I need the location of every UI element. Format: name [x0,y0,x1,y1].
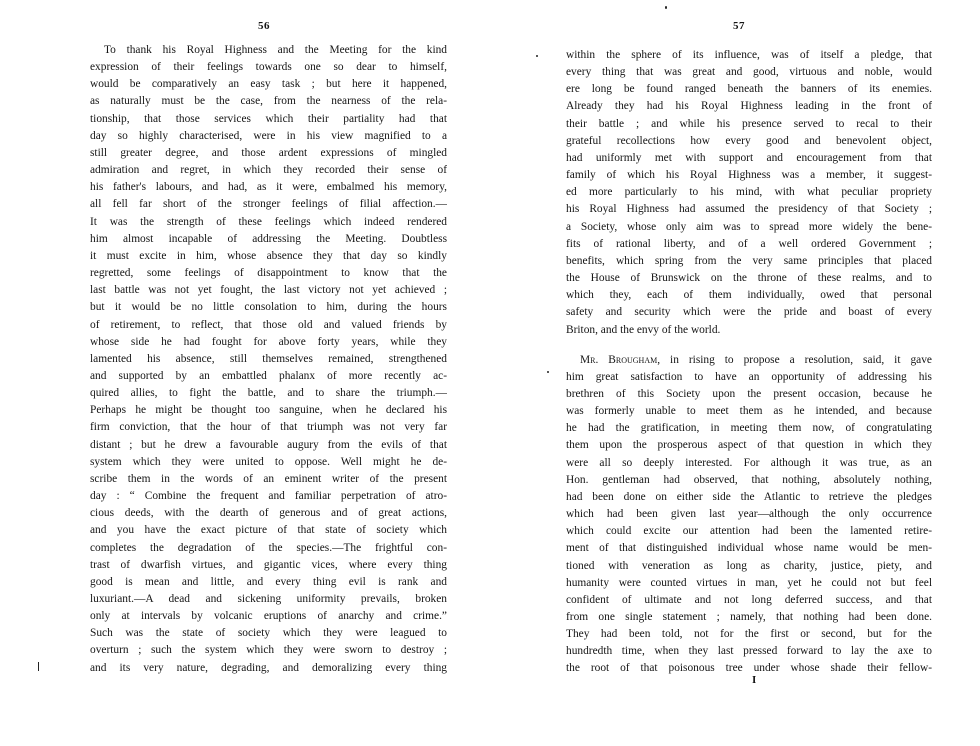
text-line: family of which his Royal Highness was a member, it suggest- [566,169,932,182]
text-line: whose side he had fought for above forty years, while they [90,335,447,348]
text-line: To thank his Royal Highness and the Meeting for the kind [104,44,447,56]
text-line: had uniformly met with support and encouragement from that [566,151,932,164]
text-line: benefits, which spring from the very same principles that placed [566,254,932,267]
text-line: They had been told, not for the first or second, but for the [566,628,932,641]
text-line: Already they had his Royal Highness leading in the front of [566,100,932,113]
text-line [566,352,932,369]
text-line: ment of that distinguished individual whose name would be men- [566,542,932,555]
text-line: overturn ; such the system which they were sworn to destroy ; [90,644,447,657]
text-line: his father's labours, and had, as it were, embalmed his memory, [90,181,447,194]
text-line: of retirement, to reflect, that those old and valued friends by [90,318,447,331]
text-line: only at intervals by volcanic eruptions of anarchy and crime.” [90,610,447,623]
text-line: humanity were counted virtues in man, yet he could not but feel [566,576,932,589]
text-line: were all so deeply interested. For although it was true, as an [566,456,932,469]
text-line: Briton, and the envy of the world. [566,323,721,336]
text-line: admiration and regret, in which they recorded their sense of [90,164,447,177]
text-line: tionship, that those services which their partiality had that [90,112,447,125]
text-line: him great satisfaction to have an opportunity of addressing his [566,370,932,383]
text-line: hundredth time, when they last pressed forward to lay the axe to [566,645,932,658]
text-line: he had the gratification, in meeting them now, of congratulating [566,422,932,435]
page-number-right: 57 [733,20,745,32]
text-line: confident of ultimate and not long deferred success, and that [566,593,932,606]
text-line: him almost incapable of addressing the Meeting. Doubtless [90,232,447,245]
text-line: the House of Brunswick on the throne of these realms, and to [566,272,932,285]
text-line: had been done on either side the Atlantic to retrieve the pledges [566,490,932,503]
text-line: which they, each of them individually, owed that personal [566,289,932,302]
text-line: as naturally must be the case, from the nearness of the rela- [90,95,447,108]
text-line: the root of that poisonous tree under whose shade their fellow- [566,662,932,675]
text-line: every thing that was great and good, virtuous and noble, would [566,66,932,79]
text-line: day so highly characterised, were in his view magnified to a [90,129,447,142]
text-line: luxuriant.—A dead and sickening uniformity prevails, broken [90,593,447,605]
scan-speck [38,662,39,671]
text-line: but it would be no little consolation to him, during the hours [90,301,447,314]
text-line: lamented his absence, still themselves remained, strengthened [90,352,447,365]
speech-opening: in rising to propose a resolution, said, it gave [660,353,932,366]
text-line: fits of rational liberty, and of a well ordered Government ; [566,237,932,250]
text-line: their battle ; and while his presence served to recal to their [566,117,932,130]
text-line: good is mean and little, and every thing evil is rank and [90,575,447,588]
text-line: trast of dwarfish virtues, and gigantic vices, where every thing [90,558,447,571]
text-line: and you have the exact picture of that state of society which [90,524,447,537]
text-line: it must excite in him, whose absence they that day so kindly [90,249,447,262]
text-line: brethren of this Society upon the present occasion, because he [566,387,932,400]
text-line: and its very nature, degrading, and demoralizing every thing [90,661,447,674]
scan-speck [665,6,667,9]
text-line: ere long be found ranged beneath the banners of its enemies. [566,83,932,96]
text-line: system which they were united to oppose. Well might he de- [90,455,447,468]
text-line: within the sphere of its influence, was of itself a pledge, that [566,49,932,61]
text-line: Perhaps he might be thought too sanguine, when he declared his [90,404,447,417]
text-line: day : “ Combine the frequent and familiar perpetration of atro- [90,490,447,503]
text-line: and supported by an embattled phalanx of more recently ac- [90,369,447,382]
text-line: safety and security which were the pride and boast of every [566,306,932,319]
text-line: his Royal Highness had assumed the presidency of that Society ; [566,203,932,216]
text-line: tioned with veneration as long as charity, justice, piety, and [566,559,932,572]
text-line: them upon the prosperous aspect of that question in which they [566,439,932,452]
text-line: which had been given last year—although the only occurrence [566,508,932,521]
text-line: firm conviction, that the hour of that triumph was not very far [90,421,447,434]
left-page-text [90,42,447,677]
text-line: would be comparatively an easy task ; but here it happened, [90,78,447,91]
text-line: still greater degree, and those ardent expressions of mingled [90,146,447,159]
right-page-text [566,47,932,678]
text-line: was formerly unable to meet them as he intended, and because [566,405,932,418]
text-line: from one single statement ; namely, that nothing had been done. [566,611,932,623]
text-line: Hon. gentleman had observed, that nothing, absolutely nothing, [566,473,932,486]
text-line: ed more particularly to his mind, with what peculiar propriety [566,186,932,199]
speaker-name: Mr. Brougham, [580,353,661,366]
text-line: scribe them in the words of an eminent writer of the present [90,472,447,485]
text-line: last battle was not yet fought, the last victory not yet achieved ; [90,284,447,297]
scan-speck [536,55,538,57]
text-line: grateful recollections how every good and benevolent object, [566,134,932,147]
text-line: It was the strength of these feelings which indeed rendered [90,215,447,228]
text-line: regretted, some feelings of disappointment to know that the [90,267,447,280]
text-line: which could excite our attention had been the lamented retire- [566,525,932,538]
page-number-left: 56 [258,20,270,32]
text-line: quired allies, to fight the battle, and to share the triumph.— [90,387,447,400]
signature-mark: I [752,674,757,686]
text-line: cious deeds, with the dearth of generous and of great actions, [90,507,447,520]
text-line: distant ; but he drew a favourable augury from the evils of that [90,438,447,451]
text-line: a Society, whose only aim was to spread more widely the bene- [566,220,932,233]
text-line: all fell far short of the stronger feelings of filial affection.— [90,198,447,211]
scan-speck [547,371,549,373]
text-line: expression of their feelings towards one so dear to himself, [90,61,447,74]
text-line: Such was the state of society which they were leagued to [90,627,447,640]
text-line: completes the degradation of the species.—The frightful con- [90,541,447,554]
